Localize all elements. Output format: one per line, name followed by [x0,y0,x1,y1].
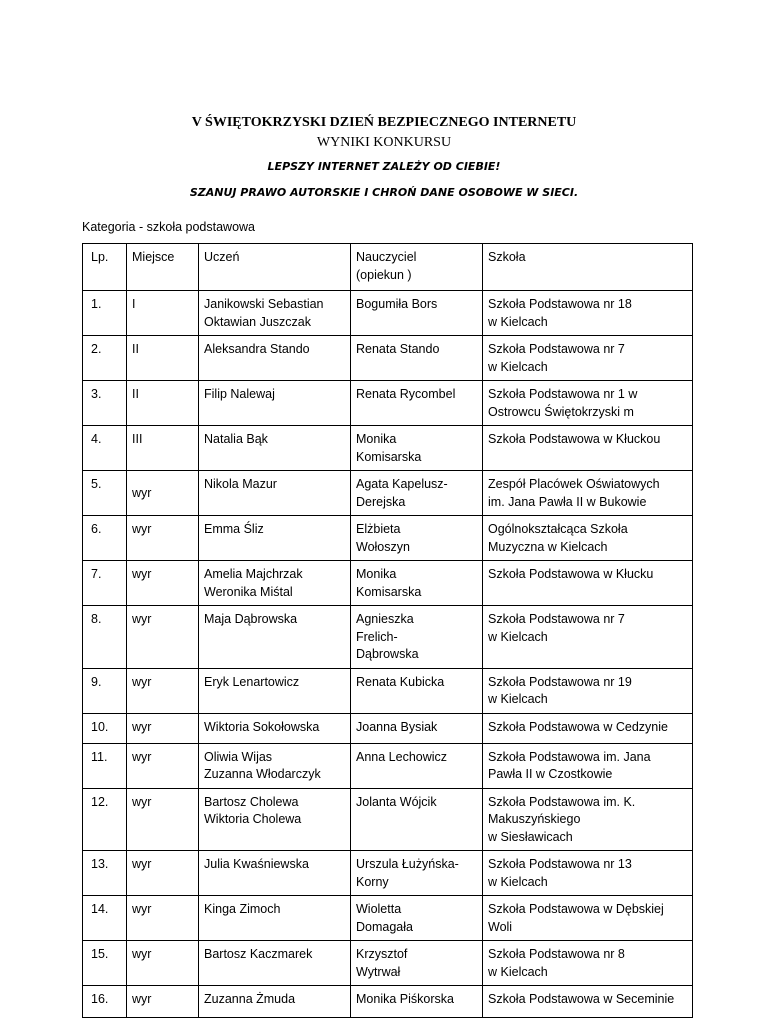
table-row [83,561,693,606]
cell-teacher: Bogumiła Bors [351,291,483,336]
cell-place: III [127,426,199,471]
table-row [83,471,693,516]
cell-student: Emma Śliz [199,516,351,561]
cell-student: Aleksandra Stando [199,336,351,381]
cell-lp: 3. [83,381,127,426]
header-teacher: Nauczyciel (opiekun ) [351,244,483,291]
cell-school: Szkoła Podstawowa w Cedzynie [483,713,693,743]
cell-school: Szkoła Podstawowa w Kłucku [483,561,693,606]
cell-student: Julia Kwaśniewska [199,851,351,896]
cell-lp: 1. [83,291,127,336]
cell-student: Natalia Bąk [199,426,351,471]
cell-place: wyr [127,516,199,561]
cell-student: Wiktoria Sokołowska [199,713,351,743]
table-row [83,713,693,743]
cell-school: Szkoła Podstawowa im. Jana Pawła II w Czostkowie [483,743,693,788]
table-row [83,986,693,1018]
cell-school: Szkoła Podstawowa nr 19 w Kielcach [483,668,693,713]
cell-school: Szkoła Podstawowa im. K. Makuszyńskiego w Siesławicach [483,788,693,851]
cell-lp: 16. [83,986,127,1018]
cell-place: wyr [127,986,199,1018]
cell-student: Filip Nalewaj [199,381,351,426]
cell-school: Szkoła Podstawowa nr 8 w Kielcach [483,941,693,986]
cell-teacher: Monika Piśkorska [351,986,483,1018]
results-table [82,243,693,1018]
cell-lp: 10. [83,713,127,743]
cell-school: Szkoła Podstawowa w Kłuckou [483,426,693,471]
cell-lp: 5. [83,471,127,516]
cell-teacher: Agnieszka Frelich- Dąbrowska [351,606,483,669]
cell-place: wyr [127,713,199,743]
table-row [83,381,693,426]
cell-lp: 2. [83,336,127,381]
cell-lp: 14. [83,896,127,941]
table-row [83,336,693,381]
cell-lp: 7. [83,561,127,606]
cell-place: wyr [127,941,199,986]
header-place: Miejsce [127,244,199,291]
category-label: Kategoria - szkoła podstawowa [82,220,256,234]
cell-lp: 8. [83,606,127,669]
table-row [83,896,693,941]
header-school: Szkoła [483,244,693,291]
table-row [83,516,693,561]
cell-student: Amelia Majchrzak Weronika Miśtal [199,561,351,606]
cell-place: wyr [127,561,199,606]
table-row [83,941,693,986]
cell-place: II [127,381,199,426]
cell-teacher: Renata Rycombel [351,381,483,426]
cell-lp: 9. [83,668,127,713]
table-row [83,668,693,713]
cell-school: Szkoła Podstawowa nr 7 w Kielcach [483,606,693,669]
cell-teacher: Urszula Łużyńska- Korny [351,851,483,896]
cell-place: wyr [127,471,199,516]
cell-place: I [127,291,199,336]
cell-student: Oliwia Wijas Zuzanna Włodarczyk [199,743,351,788]
document-subtitle: WYNIKI KONKURSU [316,135,452,150]
header-student: Uczeń [199,244,351,291]
cell-teacher: Elżbieta Wołoszyn [351,516,483,561]
cell-teacher: Monika Komisarska [351,561,483,606]
cell-place: wyr [127,788,199,851]
cell-teacher: Anna Lechowicz [351,743,483,788]
cell-school: Szkoła Podstawowa nr 18 w Kielcach [483,291,693,336]
cell-teacher: Krzysztof Wytrwał [351,941,483,986]
cell-lp: 12. [83,788,127,851]
cell-teacher: Agata Kapelusz- Derejska [351,471,483,516]
table-row [83,851,693,896]
cell-school: Szkoła Podstawowa w Seceminie [483,986,693,1018]
table-row [83,606,693,669]
cell-teacher: Monika Komisarska [351,426,483,471]
cell-teacher: Renata Stando [351,336,483,381]
cell-school: Szkoła Podstawowa nr 1 w Ostrowcu Świętokrzyski m [483,381,693,426]
cell-school: Szkoła Podstawowa w Dębskiej Woli [483,896,693,941]
cell-student: Maja Dąbrowska [199,606,351,669]
cell-student: Nikola Mazur [199,471,351,516]
cell-place: wyr [127,606,199,669]
cell-place: wyr [127,668,199,713]
header-lp: Lp. [83,244,127,291]
table-row [83,426,693,471]
cell-school: Ogólnokształcąca Szkoła Muzyczna w Kielcach [483,516,693,561]
cell-school: Szkoła Podstawowa nr 7 w Kielcach [483,336,693,381]
slogan-2: SZANUJ PRAWO AUTORSKIE I CHROŃ DANE OSOBOWE W SIECI. [189,186,579,199]
cell-lp: 13. [83,851,127,896]
cell-student: Janikowski Sebastian Oktawian Juszczak [199,291,351,336]
document-title: V ŚWIĘTOKRZYSKI DZIEŃ BEZPIECZNEGO INTERNETU [191,115,577,130]
cell-student: Kinga Zimoch [199,896,351,941]
cell-teacher: Renata Kubicka [351,668,483,713]
table-row [83,788,693,851]
cell-place: wyr [127,851,199,896]
table-header-row [83,244,693,291]
cell-lp: 11. [83,743,127,788]
cell-student: Zuzanna Żmuda [199,986,351,1018]
table-row [83,743,693,788]
cell-place: wyr [127,743,199,788]
slogan-1: LEPSZY INTERNET ZALEŻY OD CIEBIE! [267,160,501,173]
cell-teacher: Wioletta Domagała [351,896,483,941]
cell-place: II [127,336,199,381]
cell-school: Zespół Placówek Oświatowych im. Jana Pawła II w Bukowie [483,471,693,516]
cell-student: Bartosz Kaczmarek [199,941,351,986]
cell-lp: 6. [83,516,127,561]
cell-teacher: Jolanta Wójcik [351,788,483,851]
cell-student: Eryk Lenartowicz [199,668,351,713]
cell-lp: 4. [83,426,127,471]
cell-teacher: Joanna Bysiak [351,713,483,743]
table-row [83,291,693,336]
cell-place: wyr [127,896,199,941]
cell-lp: 15. [83,941,127,986]
cell-student: Bartosz Cholewa Wiktoria Cholewa [199,788,351,851]
cell-school: Szkoła Podstawowa nr 13 w Kielcach [483,851,693,896]
